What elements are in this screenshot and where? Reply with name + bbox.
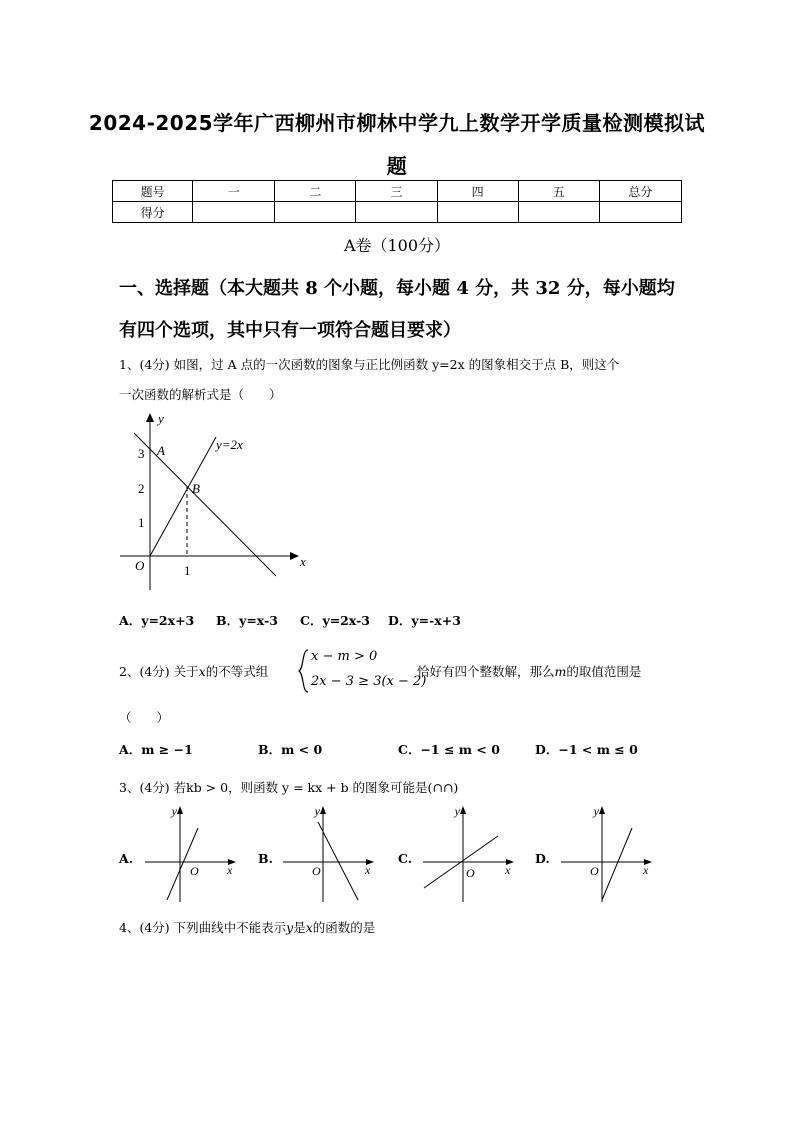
q4-var-y: y	[286, 920, 294, 935]
score-cell	[518, 202, 599, 223]
q2-prefix	[119, 662, 268, 680]
q2-prefix-text: 2、(4分) 关于	[119, 664, 199, 679]
q2-option-c: C．−1 ≤ m < 0	[398, 742, 500, 757]
q4-var-x: x	[305, 920, 313, 935]
q4-text	[119, 918, 375, 936]
q3-option-b: B.	[258, 851, 273, 866]
q3-option-c: C.	[398, 851, 413, 866]
score-header-cell: 四	[437, 181, 518, 202]
score-header-cell: 题号	[113, 181, 193, 202]
point-b-label: B	[192, 481, 200, 496]
score-table	[112, 180, 682, 223]
score-header-cell: 五	[518, 181, 599, 202]
y-tick-2: 2	[138, 481, 145, 496]
q3-option-d: D.	[535, 851, 550, 866]
score-table-header-row	[113, 181, 682, 202]
score-cell	[599, 202, 681, 223]
line-label-y2x: y=2x	[216, 437, 243, 452]
q2-option-b: B．m < 0	[258, 742, 323, 757]
q2-option-d: D．−1 < m ≤ 0	[535, 742, 638, 757]
q1-text-line2: 一次函数的解析式是（ ）	[119, 387, 282, 402]
x-axis-arrow	[290, 552, 299, 560]
origin-label: O	[135, 558, 145, 573]
q3-text: 3、(4分) 若kb > 0，则函数 y = kx + b 的图象可能是(∩∩)	[119, 780, 459, 795]
graph-b-line	[318, 822, 358, 900]
q2-option-a: A．m ≥ −1	[119, 742, 193, 757]
q1-option-b: B．y=x-3	[216, 613, 278, 628]
score-header-cell: 总分	[599, 181, 681, 202]
score-table-score-row	[113, 202, 682, 223]
graph-a-y-label: y	[171, 804, 177, 818]
score-header-cell: 二	[275, 181, 356, 202]
q2-suffix	[417, 662, 641, 680]
q1-option-a: A．y=2x+3	[119, 613, 195, 628]
q2-inequality-1: x − m > 0	[311, 649, 378, 664]
q2-suffix-text2: 的取值范围是	[566, 664, 642, 679]
q2-var-m: m	[554, 664, 567, 679]
graph-d-y-label: y	[593, 804, 599, 818]
graph-a-origin: O	[190, 864, 199, 878]
q2-var-x: x	[198, 664, 206, 679]
graph-b-y-label: y	[314, 804, 320, 818]
q2-inequality-2: 2x − 3 ≥ 3(x − 2)	[311, 674, 427, 689]
x-tick-1: 1	[184, 563, 191, 578]
y-tick-3: 3	[138, 446, 145, 461]
q2-mid-text: 的不等式组	[205, 664, 269, 679]
graph-b-x-label: x	[365, 863, 371, 877]
score-cell	[356, 202, 437, 223]
graph-d-origin: O	[590, 864, 599, 878]
q4-text-b: 是	[293, 920, 306, 935]
q4-text-c: 的函数的是	[312, 920, 376, 935]
q3-graph-a	[140, 800, 240, 905]
q1-option-c: C．y=2x-3	[300, 613, 371, 628]
point-a-label: A	[157, 443, 165, 458]
q3-graph-d	[556, 800, 656, 905]
graph-a-x-label: x	[227, 863, 233, 877]
q1-option-d: D．y=-x+3	[388, 613, 461, 628]
graph-c-x-label: x	[505, 863, 511, 877]
q3-option-a: A.	[119, 851, 134, 866]
section1-heading-line1: 一、选择题（本大题共 8 个小题，每小题 4 分，共 32 分，每小题均	[119, 278, 675, 299]
score-cell	[437, 202, 518, 223]
graph-d-x-label: x	[643, 863, 649, 877]
score-row-label: 得分	[113, 202, 193, 223]
q4-text-a: 4、(4分) 下列曲线中不能表示	[119, 920, 287, 935]
line-through-a	[134, 433, 276, 576]
document-title-line2: 题	[386, 154, 408, 178]
x-axis-label: x	[300, 554, 306, 569]
q1-text-line1: 1、(4分) 如图，过 A 点的一次函数的图象与正比例函数 y=2x 的图象相交于点 B，则这个	[119, 357, 620, 372]
q2-suffix-text1: 恰好有四个整数解，那么	[417, 664, 555, 679]
y-axis-arrow	[146, 413, 154, 422]
section1-heading-line2: 有四个选项，其中只有一项符合题目要求）	[119, 320, 461, 341]
score-header-cell: 三	[356, 181, 437, 202]
q2-answer-paren: （ ）	[119, 710, 170, 725]
q1-graph	[110, 405, 320, 590]
y-tick-1: 1	[138, 515, 145, 530]
score-cell	[193, 202, 275, 223]
q3-graph-c	[418, 800, 518, 905]
score-cell	[275, 202, 356, 223]
paper-a-heading: A卷（100分）	[343, 236, 451, 255]
y-axis-label: y	[158, 411, 164, 426]
score-header-cell: 一	[193, 181, 275, 202]
graph-b-origin: O	[312, 864, 321, 878]
document-title-line1: 2024-2025学年广西柳州市柳林中学九上数学开学质量检测模拟试	[88, 111, 706, 135]
q3-graph-b	[278, 800, 378, 905]
graph-c-y-label: y	[454, 804, 460, 818]
q2-system-brace	[296, 648, 310, 694]
graph-c-origin: O	[466, 866, 475, 880]
graph-d-line	[602, 828, 632, 900]
